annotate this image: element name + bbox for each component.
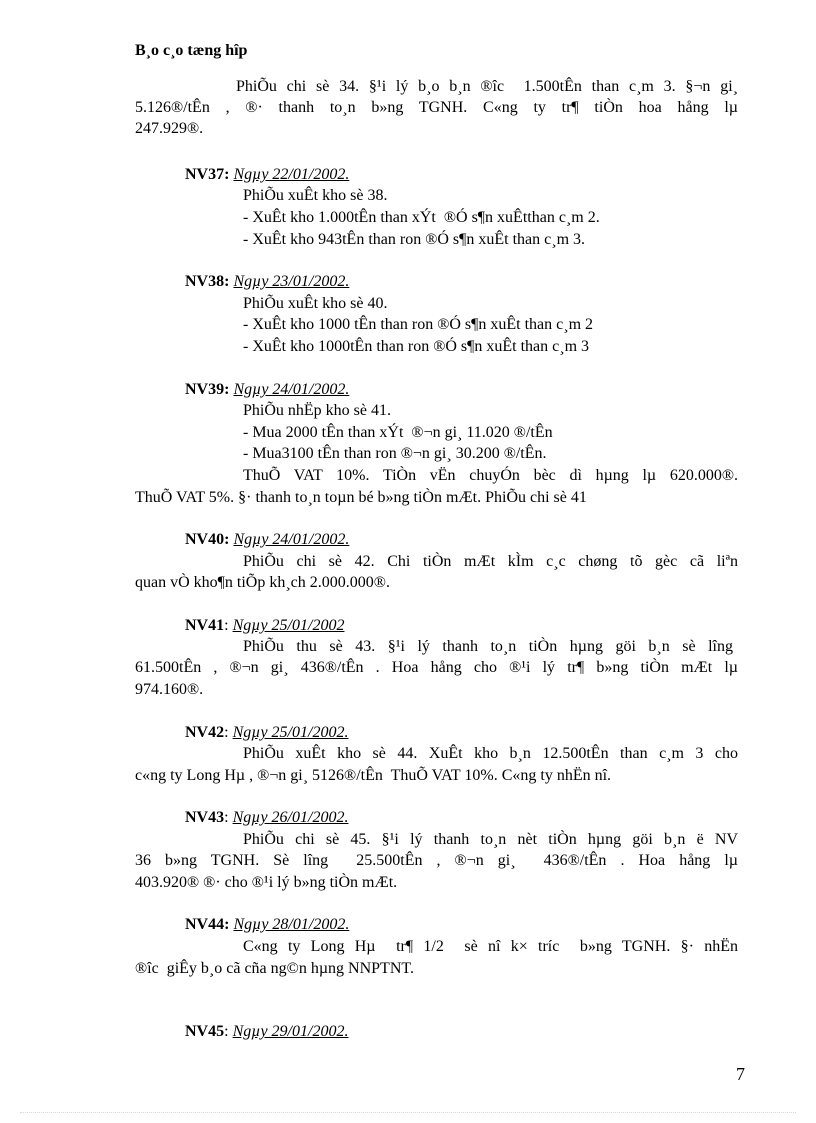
transaction-date: Ngµy 25/01/2002. (232, 724, 349, 741)
text-line: ThuÕ VAT 10%. TiÒn vËn chuyÓn bèc dì hµng lµ 620.000®. (243, 467, 738, 484)
text-line: PhiÕu chi sè 34. §¹i lý b¸o b¸n ®îc 1.500tÊn than c¸m 3. §¬n gi¸ (236, 78, 738, 95)
transaction-date: Ngµy 29/01/2002. (232, 1023, 349, 1040)
text-line: C«ng ty Long Hµ tr¶ 1/2 sè nî k× tríc b»ng TGNH. §· nhËn (243, 938, 738, 955)
text-line: PhiÕu chi sè 42. Chi tiÒn mÆt kÌm c¸c chøng tõ gèc cã liªn (243, 553, 738, 570)
text-line: - Mua 2000 tÊn than xÝt ®¬n gi¸ 11.020 ®/tÊn (243, 424, 553, 441)
transaction-date: Ngµy 25/01/2002 (232, 617, 345, 634)
text-line: - XuÊt kho 1.000tÊn than xÝt ®Ó s¶n xuÊtthan c¸m 2. (243, 209, 600, 226)
transaction-code: NV40: (185, 531, 230, 548)
text-line: - XuÊt kho 1000tÊn than ron ®Ó s¶n xuÊt than c¸m 3 (243, 338, 590, 355)
text-line: PhiÕu thu sè 43. §¹i lý thanh to¸n tiÒn hµng göi b¸n sè lîng (243, 638, 733, 655)
transaction-code: NV41 (185, 617, 225, 634)
text-line: 974.160®. (135, 681, 204, 698)
text-line: - Mua3100 tÊn than ron ®¬n gi¸ 30.200 ®/tÊn. (243, 445, 547, 462)
transaction-date: Ngµy 23/01/2002. (233, 273, 350, 290)
text-line: ®îc giÊy b¸o cã cña ng©n hµng NNPTNT. (135, 960, 414, 977)
text-line: ThuÕ VAT 5%. §· thanh to¸n toµn bé b»ng tiÒn mÆt. PhiÕu chi sè 41 (135, 489, 587, 506)
text-line: 61.500tÊn , ®¬n gi¸ 436®/tÊn . Hoa hång cho ®¹i lý tr¶ b»ng tiÒn mÆt lµ (135, 659, 738, 676)
transaction-code: NV38: (185, 273, 230, 290)
transaction-code: NV45 (185, 1023, 225, 1040)
text-line: 36 b»ng TGNH. Sè lîng 25.500tÊn , ®¬n gi¸ 436®/tÊn . Hoa hång lµ (135, 852, 738, 869)
transaction-code: NV43 (185, 809, 225, 826)
transaction-code: NV39: (185, 381, 230, 398)
transaction-code: NV37: (185, 166, 230, 183)
text-line: 247.929®. (135, 120, 204, 137)
text-line: quan vÒ kho¶n tiÕp kh¸ch 2.000.000®. (135, 574, 390, 591)
text-line: PhiÕu nhËp kho sè 41. (243, 402, 391, 419)
transaction-separator: : (224, 1023, 229, 1040)
transaction-code: NV42 (185, 724, 225, 741)
text-line: PhiÕu chi sè 45. §¹i lý thanh to¸n nèt tiÒn hµng göi b¸n ë NV (243, 831, 738, 848)
transaction-date: Ngµy 28/01/2002. (233, 916, 350, 933)
text-line: - XuÊt kho 943tÊn than ron ®Ó s¶n xuÊt than c¸m 3. (243, 231, 586, 248)
text-line: - XuÊt kho 1000 tÊn than ron ®Ó s¶n xuÊt than c¸m 2 (243, 316, 594, 333)
text-line: PhiÕu xuÊt kho sè 38. (243, 187, 388, 204)
text-line: c«ng ty Long Hµ , ®¬n gi¸ 5126®/tÊn ThuÕ VAT 10%. C«ng ty nhËn nî. (135, 767, 612, 784)
transaction-separator: : (224, 724, 229, 741)
transaction-code: NV44: (185, 916, 230, 933)
text-line: 403.920® ®· cho ®¹i lý b»ng tiÒn mÆt. (135, 874, 398, 891)
transaction-date: Ngµy 24/01/2002. (233, 531, 350, 548)
transaction-date: Ngµy 22/01/2002. (233, 166, 350, 183)
text-line: 5.126®/tÊn , ®· thanh to¸n b»ng TGNH. C«ng ty tr¶ tiÒn hoa hång lµ (135, 99, 738, 116)
transaction-separator: : (224, 809, 229, 826)
transaction-separator: : (224, 617, 229, 634)
transaction-date: Ngµy 24/01/2002. (233, 381, 350, 398)
text-line: PhiÕu xuÊt kho sè 44. XuÊt kho b¸n 12.500tÊn than c¸m 3 cho (243, 745, 738, 762)
text-line: PhiÕu xuÊt kho sè 40. (243, 295, 388, 312)
report-heading: B¸o c¸o tæng hîp (135, 42, 248, 59)
transaction-date: Ngµy 26/01/2002. (232, 809, 349, 826)
page-number: 7 (736, 1064, 745, 1084)
page-bottom-divider (20, 1112, 796, 1113)
